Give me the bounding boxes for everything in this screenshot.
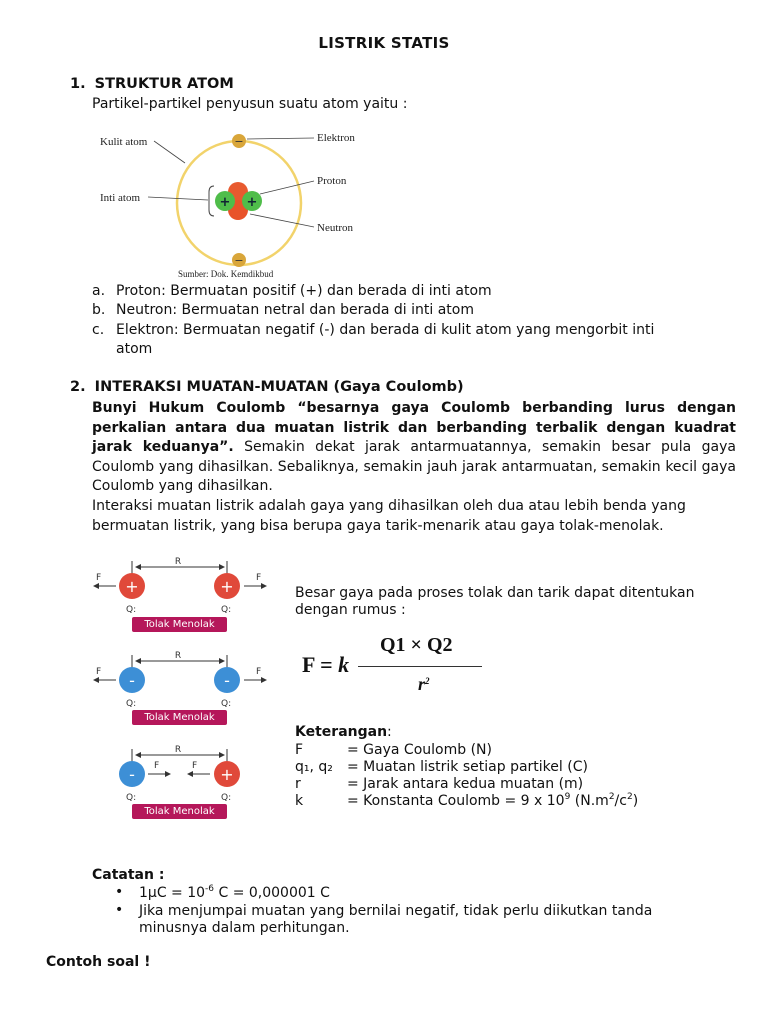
formula-intro: Besar gaya pada proses tolak dan tarik dapat ditentukan dengan rumus : (295, 585, 695, 618)
proton-left-sign: + (219, 195, 231, 210)
keterangan-row (295, 793, 638, 810)
section1-number: 1. (70, 76, 86, 92)
f-label: F (96, 667, 102, 677)
coulomb-law-statement: Bunyi Hukum Coulomb “besarnya gaya Coulomb berbanding lurus dengan perkalian antara dua muatan listrik dan berbanding terbalik dengan kuadrat jarak keduanya”. (92, 400, 736, 455)
list-text: Elektron: Bermuatan negatif (-) dan berada di kulit atom yang mengorbit inti (116, 322, 655, 338)
charge-right-sign: + (220, 765, 234, 784)
keterangan-desc: = Jarak antara kedua muatan (m) (347, 776, 584, 792)
r-label: R (174, 557, 182, 567)
formula-exponent: 2 (425, 676, 430, 686)
interaction-paragraph: Interaksi muatan listrik adalah gaya yang dihasilkan oleh dua atau lebih benda yang bermuatan listrik, yang bisa berupa gaya tarik-menarik atau gaya tolak-menolak. (92, 498, 686, 534)
formula-numerator: Q1 × Q2 (380, 634, 453, 656)
bullet-icon: • (115, 902, 124, 918)
page-title: LISTRIK STATIS (318, 34, 450, 52)
f-label: F (154, 761, 160, 771)
coulomb-law-explanation: Semakin dekat jarak antarmuatannya, semakin besar pula gaya Coulomb yang dihasilkan. Sebaliknya, semakin jauh jarak antarmuatan, semakin kecil gaya Coulomb yang dihasilkan. (92, 439, 736, 494)
diagram-3 (119, 745, 240, 803)
list-text: Neutron: Bermuatan netral dan berada di inti atom (116, 302, 474, 318)
elektron-leader (247, 138, 314, 139)
kulit-leader (154, 141, 185, 163)
electron-top-sign: − (234, 135, 244, 148)
f-label: F (96, 573, 102, 583)
formula-fraction-bar (358, 666, 482, 667)
catatan-title: Catatan : (92, 867, 165, 883)
keterangan-symbol: q₁, q₂ (295, 759, 333, 775)
q-label: Q: (221, 699, 232, 709)
charge-right-sign: - (224, 671, 230, 690)
q-label: Q: (126, 605, 137, 615)
label-kulit-atom: Kulit atom (100, 136, 148, 148)
list-text-continuation: atom (116, 341, 153, 357)
atom-diagram (92, 126, 372, 281)
bullet-icon: • (115, 884, 124, 900)
keterangan-title: Keterangan: (295, 724, 392, 740)
formula-denominator: $r^2$ (418, 674, 430, 694)
charge-right-sign: + (220, 577, 234, 596)
formula-lhs: F = (302, 652, 339, 677)
contoh-soal-heading: Contoh soal ! (46, 954, 151, 970)
f-label: F (256, 667, 262, 677)
figure-source: Sumber: Dok. Kemdikbud (178, 269, 274, 279)
keterangan-desc: = Gaya Coulomb (N) (347, 742, 492, 758)
section1-heading (70, 76, 234, 92)
catatan-item: Jika menjumpai muatan yang bernilai negatif, tidak perlu diikutkan tanda minusnya dalam perhitungan. (139, 903, 653, 936)
label-proton: Proton (317, 175, 347, 187)
charge-diagrams (88, 552, 278, 832)
r-label: R (174, 745, 182, 755)
keterangan-desc: = Muatan listrik setiap partikel (C) (347, 759, 588, 775)
coulomb-law-paragraph (92, 399, 736, 497)
list-item (92, 301, 474, 321)
list-item (92, 282, 492, 302)
q-label: Q: (221, 605, 232, 615)
list-label: b. (92, 302, 106, 318)
coulomb-formula (300, 630, 500, 708)
diagram-2 (94, 651, 266, 709)
section1-intro: Partikel-partikel penyusun suatu atom yaitu : (92, 96, 408, 112)
label-inti-atom: Inti atom (100, 192, 141, 204)
keterangan-symbol: k (295, 793, 304, 809)
keterangan-row (295, 742, 492, 759)
section2-title: INTERAKSI MUATAN-MUATAN (Gaya Coulomb) (94, 379, 464, 395)
caption-badge: Tolak Menolak (132, 617, 227, 632)
proton-leader (260, 181, 314, 194)
list-text: Proton: Bermuatan positif (+) dan berada di inti atom (116, 283, 492, 299)
formula-k: k (338, 652, 350, 677)
q-label: Q: (126, 699, 137, 709)
electron-bottom-sign: − (234, 254, 244, 267)
q-label: Q: (221, 793, 232, 803)
section2-number: 2. (70, 379, 86, 395)
keterangan-row (295, 776, 583, 793)
r-label: R (174, 651, 182, 661)
list-item (92, 321, 654, 341)
list-label: c. (92, 322, 105, 338)
charge-left-sign: - (129, 765, 135, 784)
caption-badge: Tolak Menolak (132, 804, 227, 819)
nucleus-bracket (209, 186, 214, 216)
section2-heading (70, 379, 464, 395)
f-label: F (256, 573, 262, 583)
keterangan-desc: = Konstanta Coulomb = 9 x $10^9$ $(N.m^2/c^2)$ (347, 792, 639, 809)
keterangan-row (295, 759, 588, 776)
keterangan-symbol: r (295, 776, 301, 792)
charge-left-sign: + (125, 577, 139, 596)
section1-title: STRUKTUR ATOM (94, 76, 234, 92)
neutron-leader (250, 214, 314, 227)
list-label: a. (92, 283, 106, 299)
f-label: F (192, 761, 198, 771)
keterangan-symbol: F (295, 742, 304, 758)
caption-badge: Tolak Menolak (132, 710, 227, 725)
q-label: Q: (126, 793, 137, 803)
diagram-1 (94, 557, 266, 615)
proton-right-sign: + (246, 195, 258, 210)
catatan-item: $1\mu C = 10^{-6}$ C = 0,000001 C (139, 884, 330, 901)
label-neutron: Neutron (317, 222, 354, 234)
label-elektron: Elektron (317, 132, 355, 144)
charge-left-sign: - (129, 671, 135, 690)
